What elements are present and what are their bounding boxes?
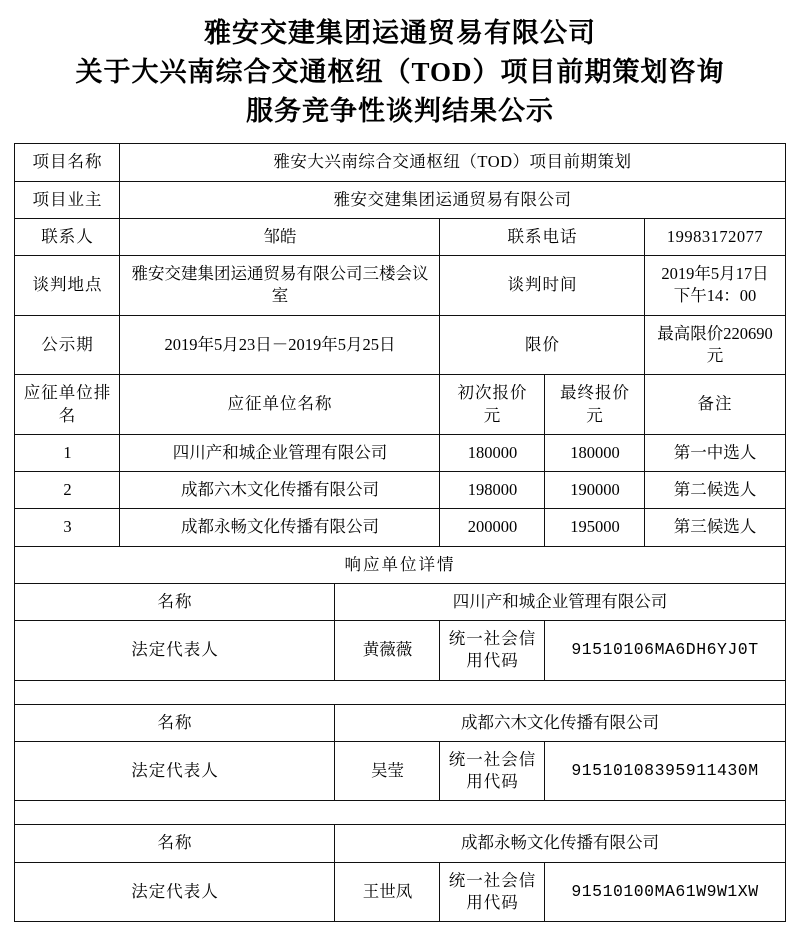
detail-legal-rep-value: 王世凤 xyxy=(335,862,440,922)
detail-company-name: 成都六木文化传播有限公司 xyxy=(335,704,785,741)
bid-final-price: 195000 xyxy=(545,509,645,546)
detail-company-legal-row xyxy=(15,621,785,681)
title-line-3: 服务竞争性谈判结果公示 xyxy=(246,96,554,127)
credit-code-label-l2: 用代码 xyxy=(466,772,519,792)
table-row xyxy=(15,509,785,546)
credit-code-label-l2: 用代码 xyxy=(466,893,519,912)
owner-label: 项目业主 xyxy=(15,181,120,218)
detail-spacer xyxy=(15,801,785,825)
bid-rank: 2 xyxy=(15,472,120,509)
detail-legal-rep-label: 法定代表人 xyxy=(15,621,335,681)
bid-company-name: 成都永畅文化传播有限公司 xyxy=(120,509,440,546)
detail-section-heading: 响应单位详情 xyxy=(15,546,785,583)
bid-first-price: 180000 xyxy=(440,434,545,471)
bid-first-price: 198000 xyxy=(440,472,545,509)
detail-name-label: 名称 xyxy=(15,825,335,862)
detail-spacer-cell xyxy=(15,680,785,704)
detail-company-legal-row xyxy=(15,741,785,801)
bid-first-price: 200000 xyxy=(440,509,545,546)
phone-value: 19983172077 xyxy=(645,218,785,255)
detail-credit-code-value: 91510106MA6DH6YJ0T xyxy=(545,621,785,681)
bid-rank: 1 xyxy=(15,434,120,471)
limit-value: 最高限价220690元 xyxy=(645,315,785,375)
detail-name-label: 名称 xyxy=(15,704,335,741)
table-row xyxy=(15,472,785,509)
detail-company-legal-row xyxy=(15,862,785,922)
detail-legal-rep-label: 法定代表人 xyxy=(15,741,335,801)
header-first-price xyxy=(440,375,545,435)
detail-spacer-cell xyxy=(15,801,785,825)
header-final-price-l2: 元 xyxy=(586,405,604,425)
detail-credit-code-value: 91510108395911430M xyxy=(545,741,785,801)
publicity-value: 2019年5月23日－2019年5月25日 xyxy=(120,315,440,375)
header-final-price-l1: 最终报价 xyxy=(559,383,630,403)
limit-label: 限价 xyxy=(440,315,645,375)
header-final-price xyxy=(545,375,645,435)
bid-remark: 第三候选人 xyxy=(645,509,785,546)
place-label: 谈判地点 xyxy=(15,256,120,316)
time-value-clock: 下午14：00 xyxy=(673,286,757,306)
bid-remark: 第一中选人 xyxy=(645,434,785,471)
bid-final-price: 180000 xyxy=(545,434,645,471)
credit-code-label-l2: 用代码 xyxy=(466,651,519,671)
title-line-2: 关于大兴南综合交通枢纽（TOD）项目前期策划咨询 xyxy=(75,57,725,88)
document-title xyxy=(0,0,800,139)
title-line-1: 雅安交建集团运通贸易有限公司 xyxy=(204,18,596,48)
bid-table-header xyxy=(15,375,785,435)
detail-spacer xyxy=(15,680,785,704)
publicity-label: 公示期 xyxy=(15,315,120,375)
bid-company-name: 成都六木文化传播有限公司 xyxy=(120,472,440,509)
header-rank: 应征单位排名 xyxy=(15,375,120,435)
row-project-name xyxy=(15,144,785,181)
detail-credit-code-value: 91510100MA61W9W1XW xyxy=(545,862,785,922)
detail-company-name-row xyxy=(15,583,785,620)
time-value-date: 2019年5月17日 xyxy=(661,264,769,284)
detail-name-label: 名称 xyxy=(15,583,335,620)
table-row xyxy=(15,434,785,471)
detail-credit-code-label xyxy=(440,741,545,801)
row-owner xyxy=(15,181,785,218)
header-company-name: 应征单位名称 xyxy=(120,375,440,435)
credit-code-label-l1: 统一社会信 xyxy=(448,749,537,769)
detail-credit-code-label xyxy=(440,621,545,681)
detail-company-name: 成都永畅文化传播有限公司 xyxy=(335,825,785,862)
detail-legal-rep-value: 黄薇薇 xyxy=(335,621,440,681)
detail-company-name-row xyxy=(15,825,785,862)
contact-value: 邹皓 xyxy=(120,218,440,255)
header-remark: 备注 xyxy=(645,375,785,435)
project-name-label: 项目名称 xyxy=(15,144,120,181)
header-first-price-l1: 初次报价 xyxy=(457,383,528,403)
bid-remark: 第二候选人 xyxy=(645,472,785,509)
detail-credit-code-label xyxy=(440,862,545,922)
phone-label: 联系电话 xyxy=(440,218,645,255)
place-value: 雅安交建集团运通贸易有限公司三楼会议室 xyxy=(120,256,440,316)
detail-company-name-row xyxy=(15,704,785,741)
bid-rank: 3 xyxy=(15,509,120,546)
row-place-time xyxy=(15,256,785,316)
header-first-price-l2: 元 xyxy=(483,405,502,425)
announcement-table xyxy=(14,143,785,922)
bid-final-price: 190000 xyxy=(545,472,645,509)
time-value xyxy=(645,256,785,316)
row-contact xyxy=(15,218,785,255)
detail-section-heading-row xyxy=(15,546,785,583)
detail-company-name: 四川产和城企业管理有限公司 xyxy=(335,583,785,620)
credit-code-label-l1: 统一社会信 xyxy=(448,870,537,890)
detail-legal-rep-label: 法定代表人 xyxy=(15,862,335,922)
bid-company-name: 四川产和城企业管理有限公司 xyxy=(120,434,440,471)
row-publicity-limit xyxy=(15,315,785,375)
project-name-value: 雅安大兴南综合交通枢纽（TOD）项目前期策划 xyxy=(120,144,785,181)
time-label: 谈判时间 xyxy=(440,256,645,316)
detail-legal-rep-value: 吴莹 xyxy=(335,741,440,801)
credit-code-label-l1: 统一社会信 xyxy=(448,629,537,649)
owner-value: 雅安交建集团运通贸易有限公司 xyxy=(120,181,785,218)
contact-label: 联系人 xyxy=(15,218,120,255)
